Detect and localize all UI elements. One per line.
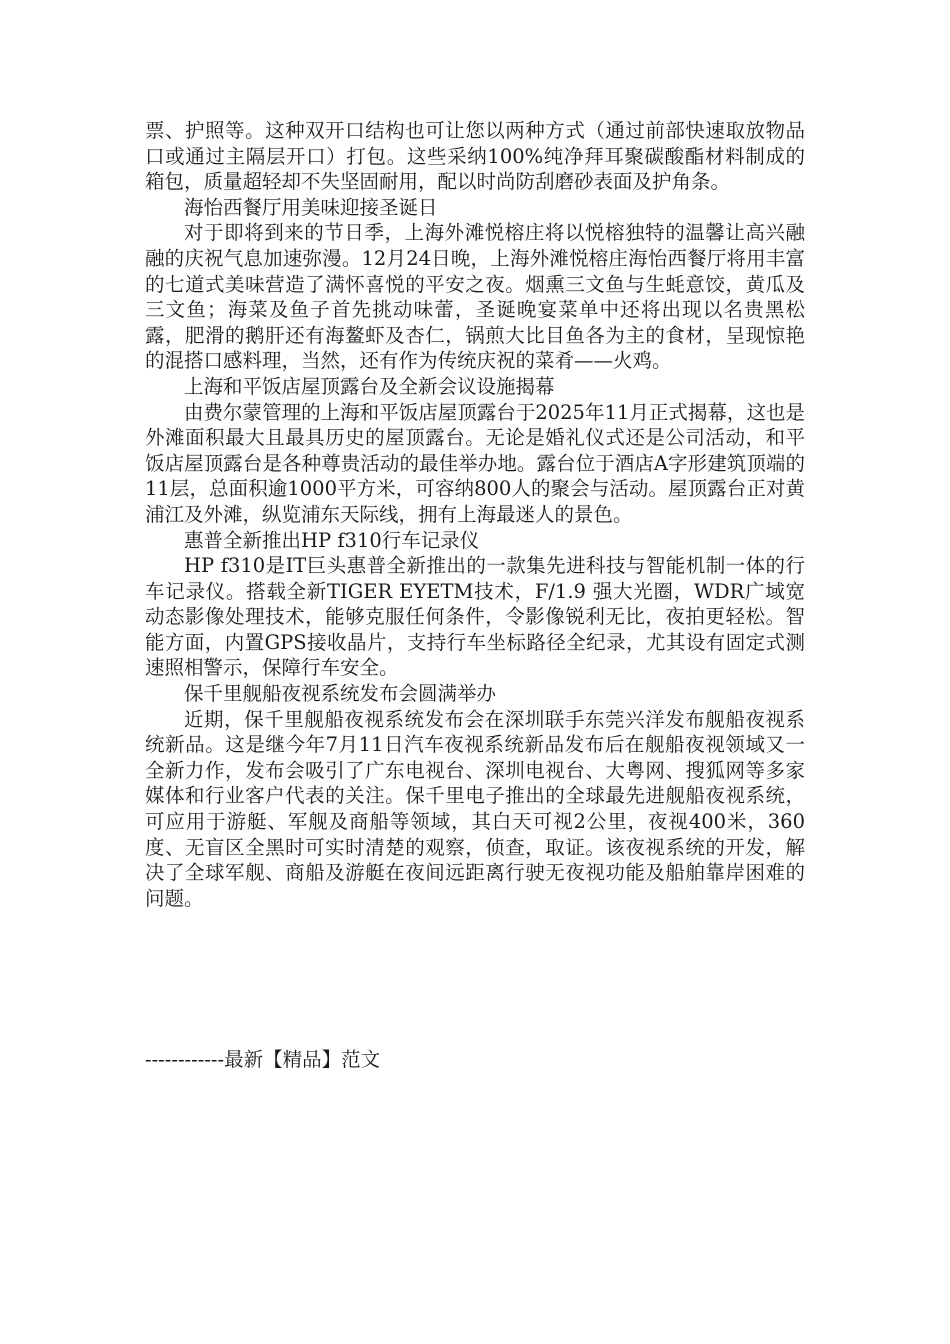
paragraph-haiyi-restaurant: 对于即将到来的节日季，上海外滩悦榕庄将以悦榕独特的温馨让高兴融融的庆祝气息加速弥漫。12月24日晚，上海外滩悦榕庄海怡西餐厅将用丰富的七道式美味营造了满怀喜悦的平安之夜。烟熏三文鱼与生蚝意饺，黄瓜及三文鱼；海菜及鱼子首先挑动味蕾，圣诞晚宴菜单中还将出现以名贵黑松露，肥滑的鹅肝还有海鳌虾及杏仁，锅煎大比目鱼各为主的食材，呈现惊艳的混搭口感料理，当然，还有作为传统庆祝的菜肴——火鸡。 (145, 221, 805, 373)
paragraph-luggage-intro: 票、护照等。这种双开口结构也可让您以两种方式（通过前部快速取放物品口或通过主隔层开口）打包。这些采纳100%纯净拜耳聚碳酸酯材料制成的箱包，质量超轻却不失坚固耐用，配以时尚防刮磨砂表面及护角条。 (145, 119, 805, 194)
footer-label: ------------最新【精品】范文 (145, 1048, 381, 1071)
heading-hp-f310: 惠普全新推出HP f310行车记录仪 (184, 528, 480, 552)
paragraph-night-vision: 近期，保千里舰船夜视系统发布会在深圳联手东莞兴洋发布舰船夜视系统新品。这是继今年7月11日汽车夜视系统新品发布后在舰船夜视领域又一全新力作，发布会吸引了广东电视台、深圳电视台、大粤网、搜狐网等多家媒体和行业客户代表的关注。保千里电子推出的全球最先进舰船夜视系统，可应用于游艇、军舰及商船等领域，其白天可视2公里，夜视400米，360度、无盲区全黑时可实时清楚的观察，侦查，取证。该夜视系统的开发，解决了全球军舰、商船及游艇在夜间远距离行驶无夜视功能及船舶靠岸困难的问题。 (145, 707, 805, 910)
paragraph-peace-hotel: 由费尔蒙管理的上海和平饭店屋顶露台于2025年11月正式揭幕，这也是外滩面积最大且最具历史的屋顶露台。无论是婚礼仪式还是公司活动，和平饭店屋顶露台是各种尊贵活动的最佳举办地。露台位于酒店A字形建筑顶端的11层，总面积逾1000平方米，可容纳800人的聚会与活动。屋顶露台正对黄浦江及外滩，纵览浦东天际线，拥有上海最迷人的景色。 (145, 400, 805, 526)
paragraph-hp-f310: HP f310是IT巨头惠普全新推出的一款集先进科技与智能机制一体的行车记录仪。搭载全新TIGER EYETM技术，F/1.9 强大光圈，WDR广域宽动态影像处理技术，能够克服任何条件，令影像锐利无比，夜拍更轻松。智能方面，内置GPS接收晶片，支持行车坐标路径全纪录，尤其设有固定式测速照相警示，保障行车安全。 (145, 554, 805, 680)
heading-night-vision: 保千里舰船夜视系统发布会圆满举办 (184, 682, 497, 706)
heading-peace-hotel: 上海和平饭店屋顶露台及全新会议设施揭幕 (184, 374, 555, 398)
document-body (145, 118, 805, 911)
heading-haiyi-restaurant: 海怡西餐厅用美味迎接圣诞日 (184, 195, 438, 219)
